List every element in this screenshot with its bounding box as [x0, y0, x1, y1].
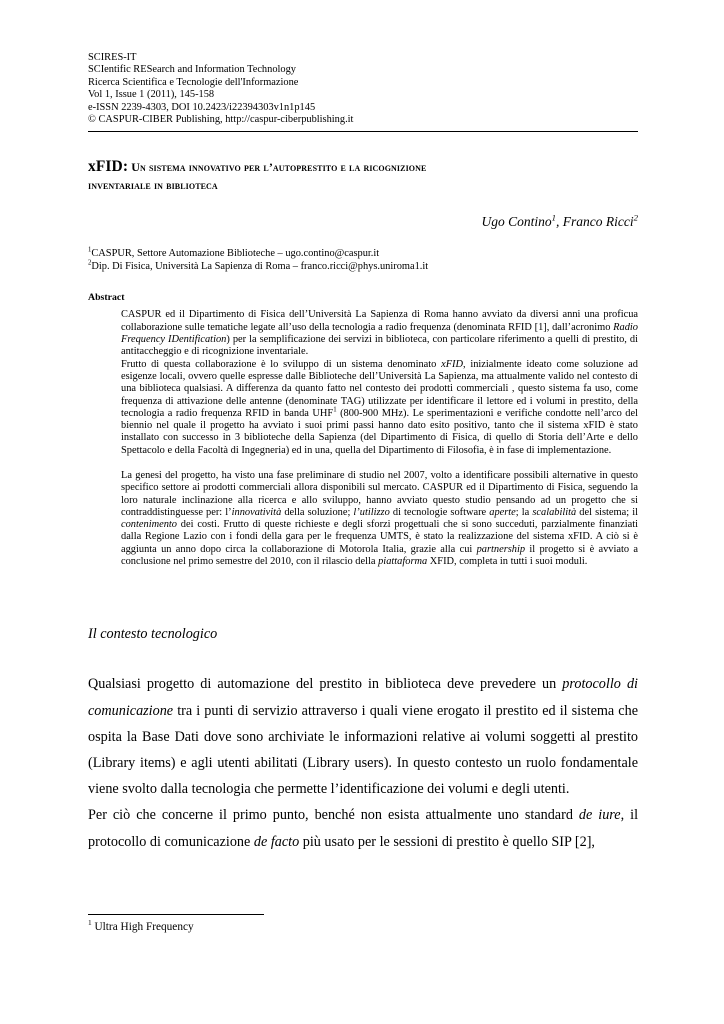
- footnote-ref[interactable]: 1: [333, 406, 337, 414]
- abstract: [121, 309, 638, 568]
- author-name: Ugo Contino: [481, 214, 552, 230]
- abstract-paragraph: La genesi del progetto, ha visto una fase preliminare di studio nel 2007, volto a identificare possibili alternative in questo specifico settore ai prodotti commerciali allora disponibili sul mercato. CASPUR ed il Dipartimento di Fisica, seguendo la loro naturale inclinazione alla ricerca e allo sviluppo, hanno avviato questo studio pensando ad un progetto che si contraddistinguesse per: l’innovatività della soluzione; l’utilizzo di tecnologie software aperte; la scalabilità del sistema; il contenimento dei costi. Frutto di queste richieste e degli sforzi progettuali che si sono succeduti, parzialmente finanziati dalla Regione Lazio con i fondi della gara per le frequenza UMTS, è stato la realizzazione del sistema xFID. A ciò si è aggiunta un anno dopo circa la collaborazione di Motorola Italia, grazie alla cui partnership il progetto si è avviato a conclusione nel primo semestre del 2010, con il rilascio della piattaforma XFID, completa in tutti i suoi moduli.: [121, 470, 638, 568]
- title-line-2: inventariale in biblioteca: [88, 178, 218, 193]
- footnote-divider: [88, 914, 264, 915]
- affiliation-text: CASPUR, Settore Automazione Biblioteche – ugo.contino@caspur.it: [91, 248, 380, 260]
- journal-header-line: Vol 1, Issue 1 (2011), 145-158: [88, 89, 215, 101]
- abstract-paragraph: CASPUR ed il Dipartimento di Fisica dell’Università La Sapienza di Roma hanno avviato da diversi anni una proficua collaborazione sulle tematiche legate all’uso della tecnologia a radio frequenza (denominata RFID [1], dall’acronimo Radio Frequency IDentification) per la semplificazione dei servizi in biblioteca, con particolare riferimento a quelli di prestito, di antitaccheggio e di ricognizione inventariale.: [121, 309, 639, 358]
- footnote-text: Ultra High Frequency: [91, 921, 194, 933]
- paper-page: [88, 52, 638, 855]
- author-name: Franco Ricci: [562, 214, 634, 230]
- footnote-mark: 1: [88, 918, 92, 928]
- journal-header-line: © CASPUR-CIBER Publishing, http://caspur-ciberpublishing.it: [88, 114, 354, 126]
- affiliation: [88, 261, 638, 274]
- abstract-paragraph: Frutto di questa collaborazione è lo sviluppo di un sistema denominato xFID, inizialmente ideato come soluzione ad esigenze locali, ovvero quelle espresse dalle Biblioteche dell’Università La Sapienza, ma attualmente valido nel contesto di una biblioteca qualsiasi. A differenza da quanto fatto nel contesto dei prodotti commerciali , questo sistema fa uso, come frequenza di attivazione delle antenne (denominate TAG) utilizzate per identificare il lettore ed i volumi in prestito, della tecnologia a radio frequenza RFID in banda UHF$^1$ (800-900 MHz). Le sperimentazioni e verifiche condotte nell’arco del biennio nel quale il progetto ha avviato i suoi primi passi hanno dato esito positivo, tanto che il sistema xFID è stato installato con successo in 3 biblioteche della Sapienza (del Dipartimento di Fisica, di quello di Storia dell’Arte e dello Spettacolo e della Facoltà di Ingegneria) ed in una, quella del Dipartimento di Filosofia, è in fase di implementazione.: [121, 358, 638, 456]
- journal-header-line: SCIentific RESearch and Information Technology: [88, 64, 296, 76]
- journal-header-line: e-ISSN 2239-4303, DOI 10.2423/i22394303v1n1p145: [88, 101, 316, 113]
- body-paragraph: Per ciò che concerne il primo punto, benché non esista attualmente uno standard de iure, il protocollo di comunicazione de facto più usato per le sessioni di prestito è quello SIP [2],: [88, 807, 639, 850]
- title-line-1: Un sistema innovativo per l’autoprestito e la ricognizione: [131, 160, 427, 175]
- paper-title: [88, 158, 638, 194]
- author-affiliation-mark: 2: [633, 212, 638, 223]
- body-paragraph: Qualsiasi progetto di automazione del prestito in biblioteca deve prevedere un protocollo di comunicazione tra i punti di servizio attraverso i quali viene erogato il prestito ed il sistema che ospita la Base Dati dove sono archiviate le informazioni relative ai volumi soggetti al prestito (Library items) e agli utenti abilitati (Library users). In questo contesto un ruolo fondamentale viene svolto dalla tecnologia che permette l’identificazione dei volumi e degli utenti.: [88, 676, 638, 798]
- author-separator: ,: [556, 214, 563, 230]
- body-text: [88, 671, 638, 854]
- affiliation-mark: 1: [88, 246, 92, 254]
- author-affiliation-mark: 1: [551, 212, 556, 223]
- journal-header-line: Ricerca Scientifica e Tecnologie dell'Informazione: [88, 76, 299, 88]
- title-lead: xFID:: [88, 158, 129, 176]
- affiliation: [88, 248, 638, 261]
- journal-header: [88, 52, 638, 126]
- journal-header-line: SCIRES-IT: [88, 52, 137, 63]
- affiliation-mark: 2: [88, 259, 92, 267]
- section-heading: Il contesto tecnologico: [88, 626, 218, 643]
- authors: [88, 214, 638, 230]
- affiliation-text: Dip. Di Fisica, Università La Sapienza di Roma – franco.ricci@phys.uniroma1.it: [91, 260, 429, 272]
- footnote: [88, 918, 194, 933]
- header-divider: [88, 131, 638, 132]
- abstract-label: Abstract: [88, 292, 125, 304]
- affiliations: [88, 248, 638, 273]
